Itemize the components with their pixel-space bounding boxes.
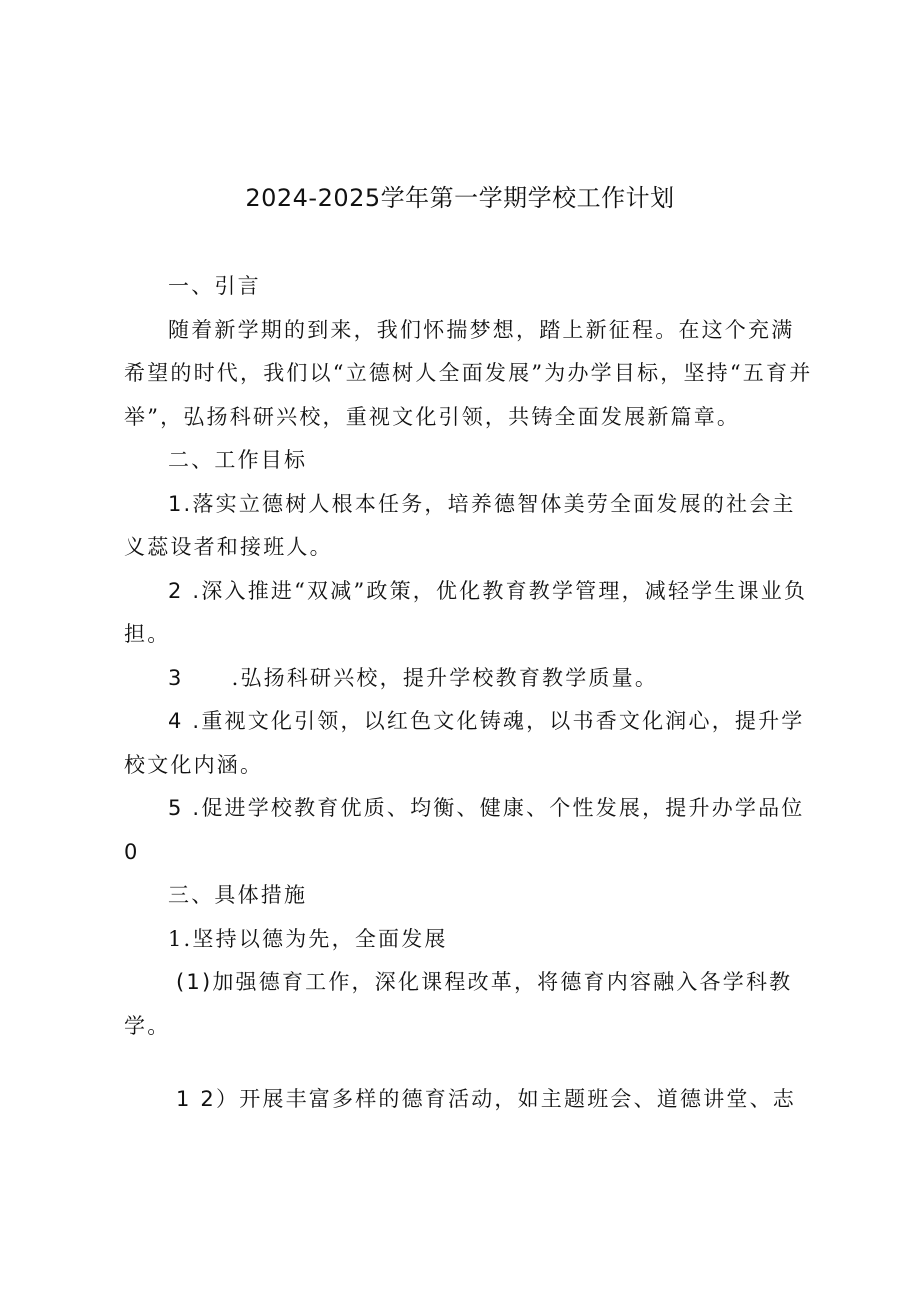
goal-number: 4 . — [168, 709, 202, 733]
section-heading-measures: 三、具体措施 — [168, 883, 308, 907]
goal-item-5 — [124, 787, 814, 831]
goal-item-1 — [124, 483, 814, 570]
section-heading-intro: 一、引言 — [168, 274, 261, 298]
sub-item-number: (1) — [176, 970, 213, 994]
goal-text: 深入推进“双减”政策，优化教育教学管理，减轻学生课业负担。 — [124, 578, 808, 646]
goals-tail: 0 — [124, 839, 140, 864]
sub-item-1 — [124, 961, 814, 1048]
goal-item-2 — [124, 570, 814, 657]
goal-number: 5 . — [168, 796, 202, 820]
measure-item-1: 1.坚持以德为先，全面发展 — [168, 926, 448, 951]
goal-item-4 — [124, 700, 814, 787]
goal-text: 促进学校教育优质、均衡、健康、个性发展，提升办学品位 — [201, 796, 805, 820]
goal-text: 重视文化引领，以红色文化铸魂，以书香文化润心，提升学校文化内涵。 — [124, 709, 805, 777]
sub-item-text: 开展丰富多样的德育活动，如主题班会、道德讲堂、志 — [239, 1087, 797, 1111]
paragraph-spacer — [124, 1048, 814, 1078]
document-body — [124, 265, 814, 1122]
goal-item-3 — [124, 657, 814, 701]
goal-number: 2 . — [168, 578, 202, 603]
section-heading-goals: 二、工作目标 — [168, 448, 308, 472]
goal-number: 3 — [168, 665, 184, 690]
goal-number: 1. — [168, 491, 193, 516]
goal-text: .弘扬科研兴校，提升学校教育教学质量。 — [231, 665, 659, 690]
document-title: 2024-2025学年第一学期学校工作计划 — [245, 184, 675, 212]
intro-paragraph: 随着新学期的到来，我们怀揣梦想，踏上新征程。在这个充满希望的时代，我们以“立德树人全面发展”为办学目标，坚持“五育并举”，弘扬科研兴校，重视文化引领，共铸全面发展新篇章。 — [124, 317, 813, 429]
sub-item-number: 1 2） — [176, 1087, 240, 1111]
sub-item-2 — [124, 1078, 814, 1122]
goal-text: 落实立德树人根本任务，培养德智体美劳全面发展的社会主义蕊设者和接班人。 — [124, 491, 796, 559]
sub-item-text: 加强德育工作，深化课程改革，将德育内容融入各学科教学。 — [124, 970, 793, 1038]
